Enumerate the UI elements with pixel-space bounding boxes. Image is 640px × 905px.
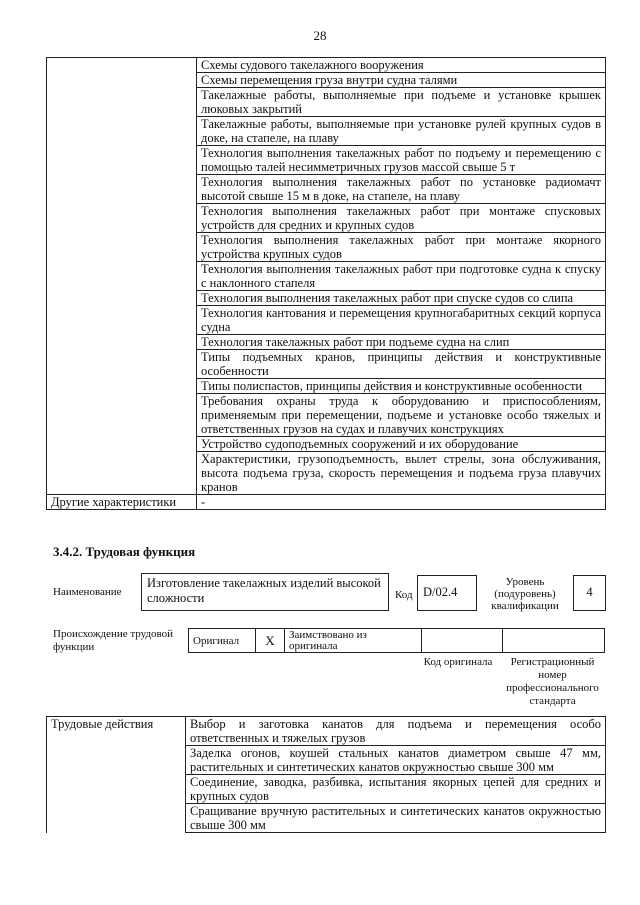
- table-row: [47, 58, 606, 73]
- knowledge-cell: Такелажные работы, выполняемые при установке рулей крупных судов в доке, на стапеле, на плаву: [197, 117, 606, 146]
- code-original-caption: Код оригинала: [423, 656, 493, 668]
- knowledge-cell: Характеристики, грузоподъемность, вылет стрелы, зона обслуживания, высота подъема груза, скорость перемещения и подъема груза плавучих кранов: [197, 452, 606, 495]
- level-box: 4: [573, 575, 606, 611]
- section-heading: 3.4.2. Трудовая функция: [53, 544, 196, 559]
- knowledge-cell: Типы подъемных кранов, принципы действия и конструктивные особенности: [197, 350, 606, 379]
- knowledge-table: [46, 57, 606, 510]
- code-box: D/02.4: [417, 575, 477, 611]
- code-label: Код: [395, 589, 413, 601]
- other-label: Другие характеристики: [47, 495, 197, 510]
- other-row: [47, 495, 606, 510]
- knowledge-cell: Технология выполнения такелажных работ при спуске судов со слипа: [197, 291, 606, 306]
- other-value: -: [197, 495, 606, 510]
- origin-label: Происхождение трудовой функции: [53, 628, 174, 653]
- knowledge-cell: Устройство судоподъемных сооружений и их оборудование: [197, 437, 606, 452]
- function-name-box: Изготовление такелажных изделий высокой сложности: [141, 573, 389, 611]
- knowledge-cell: Технология кантования и перемещения крупногабаритных секций корпуса судна: [197, 306, 606, 335]
- reg-number-caption: Регистрационный номер профессионального стандарта: [506, 656, 599, 707]
- knowledge-cell: Такелажные работы, выполняемые при подъеме и установке крышек люковых закрытий: [197, 88, 606, 117]
- knowledge-cell: Технология выполнения такелажных работ при монтаже якорного устройства крупных судов: [197, 233, 606, 262]
- knowledge-cell: Технология выполнения такелажных работ при подготовке судна к спуску с наклонного стапеля: [197, 262, 606, 291]
- code-original-cell: [422, 629, 503, 653]
- knowledge-cell: Технология выполнения такелажных работ при монтаже спусковых устройств для средних и крупных судов: [197, 204, 606, 233]
- work-action-cell: Выбор и заготовка канатов для подъема и перемещения особо ответственных и тяжелых грузов: [186, 717, 606, 746]
- knowledge-cell: Технология выполнения такелажных работ по установке радиомачт высотой свыше 15 м в доке, на стапеле, на плаву: [197, 175, 606, 204]
- borrowed-label: Заимствовано из оригинала: [285, 629, 422, 653]
- knowledge-cell: Технология выполнения такелажных работ по подъему и перемещению с помощью талей несимметричных грузов массой свыше 5 т: [197, 146, 606, 175]
- knowledge-cell: Технология такелажных работ при подъеме судна на слип: [197, 335, 606, 350]
- original-mark: X: [256, 629, 285, 653]
- original-label: Оригинал: [189, 629, 256, 653]
- empty-label-cell: [47, 58, 197, 495]
- knowledge-cell: Схемы судового такелажного вооружения: [197, 58, 606, 73]
- table-row: [47, 717, 606, 746]
- knowledge-cell: Требования охраны труда к оборудованию и приспособлениям, применяемым при перемещении, подъеме и установке особо тяжелых и ответственных грузов на судах и плавучих конструкциях: [197, 394, 606, 437]
- page-number: 28: [313, 28, 327, 43]
- knowledge-cell: Типы полиспастов, принципы действия и конструктивные особенности: [197, 379, 606, 394]
- origin-table: [188, 628, 605, 653]
- work-action-cell: Заделка огонов, коушей стальных канатов диаметром свыше 47 мм, растительных и синтетических канатов окружностью свыше 300 мм: [186, 746, 606, 775]
- name-label: Наименование: [53, 586, 122, 598]
- level-label: Уровень (подуровень) квалификации: [491, 576, 559, 612]
- work-action-cell: Сращивание вручную растительных и синтетических канатов окружностью свыше 300 мм: [186, 804, 606, 833]
- work-actions-label: Трудовые действия: [47, 717, 186, 833]
- work-actions-table: [46, 716, 606, 833]
- knowledge-cell: Схемы перемещения груза внутри судна талями: [197, 73, 606, 88]
- work-action-cell: Соединение, заводка, разбивка, испытания якорных цепей для средних и крупных судов: [186, 775, 606, 804]
- reg-number-cell: [503, 629, 605, 653]
